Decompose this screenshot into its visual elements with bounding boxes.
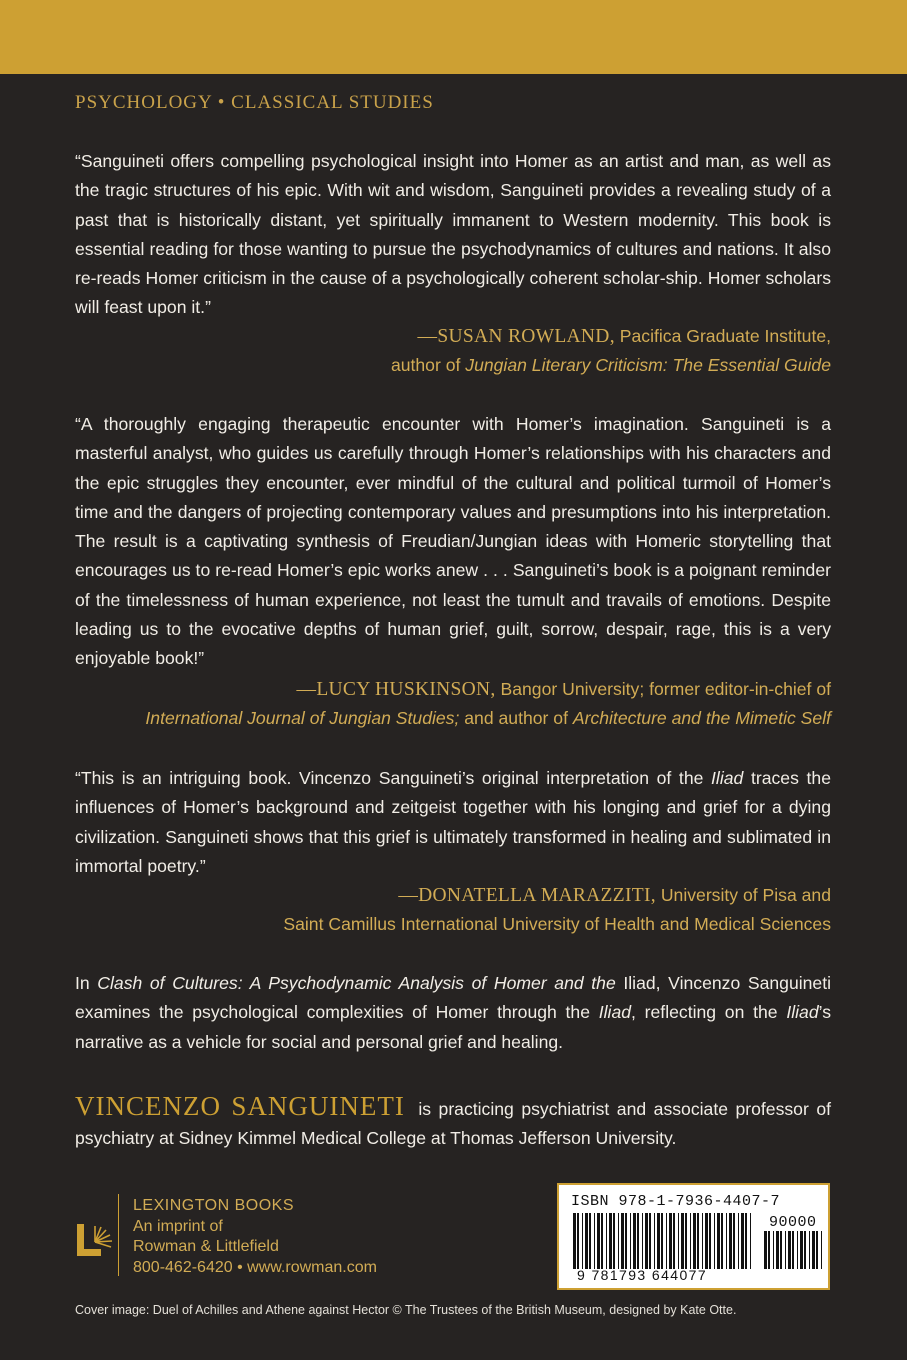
summary-text: , reflecting on the (631, 1002, 787, 1023)
barcode-bar (780, 1231, 782, 1269)
barcode-bar (666, 1213, 667, 1269)
barcode-bar (785, 1231, 786, 1269)
barcode-bar (661, 1213, 663, 1269)
barcode-bar (773, 1231, 774, 1269)
barcode-bar (816, 1231, 818, 1269)
reviewer-name: —DONATELLA MARAZZITI, (398, 885, 656, 906)
barcode-bar (705, 1213, 708, 1269)
barcode-bar (776, 1231, 779, 1269)
reviewer-affiliation-2: Saint Camillus International University of Health and Medical Sciences (283, 914, 831, 934)
iliad-title: Iliad (598, 1002, 632, 1023)
barcode-bar (625, 1213, 627, 1269)
summary-text: ’s narrative as a vehicle for social and personal grief and healing. (75, 1002, 831, 1052)
barcode-bar (630, 1213, 631, 1269)
barcode-bar (697, 1213, 699, 1269)
barcode-bar (809, 1231, 810, 1269)
barcode-bar (750, 1213, 751, 1269)
barcode-bar (669, 1213, 672, 1269)
review-attribution (75, 881, 831, 939)
barcode-bar (618, 1213, 619, 1269)
barcode-bar (589, 1213, 591, 1269)
ean-barcode-bars (573, 1213, 754, 1269)
barcode-bar (645, 1213, 648, 1269)
publisher-parent: Rowman & Littlefield (133, 1238, 279, 1255)
summary-text: , Vincenzo Sanguineti examines the psychological complexities of Homer through the (75, 973, 831, 1023)
author-name: VINCENZO SANGUINETI (75, 1091, 405, 1121)
publisher-name: LEXINGTON BOOKS (133, 1197, 295, 1214)
barcode-bar (642, 1213, 643, 1269)
barcode-bar (597, 1213, 600, 1269)
author-bio-text: is practicing psychiatrist and associate professor of psychiatry at Sidney Kimmel Medical College at Thomas Jefferson University. (75, 1099, 831, 1148)
reviewer-affiliation: Bangor University; former editor-in-chief of (495, 679, 831, 699)
barcode-bar (594, 1213, 595, 1269)
barcode-bar (821, 1231, 822, 1269)
barcode-bar (654, 1213, 655, 1269)
barcode-bar (792, 1231, 794, 1269)
review-quote (75, 764, 831, 881)
barcode-bar (585, 1213, 588, 1269)
barcode-bar (812, 1231, 815, 1269)
publisher-divider (118, 1194, 119, 1276)
reviewer-name: —SUSAN ROWLAND, (417, 326, 615, 347)
publisher-imprint-line: An imprint of (133, 1217, 223, 1235)
cover-credit: Cover image: Duel of Achilles and Athene against Hector © The Trustees of the British Museum, designed by Kate Otte. (75, 1303, 737, 1317)
barcode-bar (788, 1231, 791, 1269)
barcode-bar (649, 1213, 651, 1269)
barcode-bar (726, 1213, 727, 1269)
barcode-bar (709, 1213, 711, 1269)
barcode-bar (804, 1231, 806, 1269)
barcode-bar (729, 1213, 732, 1269)
barcode-bar (690, 1213, 691, 1269)
barcode-digits: 9 781793 644077 (577, 1267, 707, 1283)
publisher-block (75, 1196, 455, 1278)
reviewer-affiliation: Pacifica Graduate Institute, (614, 326, 831, 346)
review-quote: “A thoroughly engaging therapeutic encounter with Homer’s imagination. Sanguineti is a masterful analyst, who guides us carefully through Homer’s relationships with his characters and the epic struggles they encounter, ever mindful of the cultural and political turmoil of Homer’s time and the dangers of projecting contemporary values and presumptions into his interpretation. The result is a captivating synthesis of Freudian/Jungian ideas with Homeric storytelling that encourages us to re-read Homer’s epic works anew . . . Sanguineti’s book is a poignant reminder of the timelessness of human experience, not least the tumult and travails of emotions. Despite leading us to the evocative depths of human grief, guilt, sorrow, despair, rage, this is a very enjoyable book!” (75, 414, 831, 669)
barcode-bar (745, 1213, 747, 1269)
book-summary (75, 969, 831, 1057)
barcode-bar (606, 1213, 607, 1269)
review-attribution (75, 675, 831, 733)
barcode-bar (601, 1213, 603, 1269)
reviewer-book-title: Jungian Literary Criticism: The Essential Guide (465, 355, 831, 375)
barcode-bar (741, 1213, 744, 1269)
barcode-bar (678, 1213, 679, 1269)
reviewer-credit-prefix: author of (390, 355, 466, 375)
barcode-bar (685, 1213, 687, 1269)
top-gold-band (0, 0, 907, 74)
barcode-bar (721, 1213, 723, 1269)
price-barcode-bars (764, 1231, 822, 1269)
barcode-bar (577, 1213, 579, 1269)
author-bio (75, 1092, 831, 1153)
barcode-bar (633, 1213, 636, 1269)
summary-text: In (75, 973, 98, 993)
barcode-bar (681, 1213, 684, 1269)
barcode-bar (613, 1213, 615, 1269)
barcode-bar (621, 1213, 624, 1269)
barcode-bar (714, 1213, 715, 1269)
price-code: 90000 (769, 1214, 817, 1231)
barcode-bar (800, 1231, 803, 1269)
review-quote-text: traces the influences of Homer’s background and zeitgeist together with his longing and grief for a dying civilization. Sanguineti shows that this grief is ultimately transformed in healing and sublimated in immortal poetry.” (75, 768, 831, 876)
iliad-title: Iliad (786, 1002, 819, 1023)
review-quote: “Sanguineti offers compelling psychological insight into Homer as an artist and man, as well as the tragic structures of his epic. With wit and wisdom, Sanguineti provides a revealing study of a past that is historically distant, yet spiritually immanent to Western modernity. This book is essential reading for those wanting to pursue the psychodynamics of cultures and nations. It also re-reads Homer criticism in the cause of a psychologically coherent scholar-ship. Homer scholars will feast upon it.” (75, 151, 831, 318)
barcode-bar (717, 1213, 720, 1269)
barcode-bar (738, 1213, 739, 1269)
barcode-bar (733, 1213, 735, 1269)
barcode-bar (657, 1213, 660, 1269)
reviewer-credit-mid: and author of (459, 708, 573, 728)
barcode-bar (764, 1231, 767, 1269)
barcode-bar (673, 1213, 675, 1269)
reviewer-affiliation: University of Pisa and (655, 885, 831, 905)
barcode-bar (573, 1213, 576, 1269)
review-quote-text: “This is an intriguing book. Vincenzo Sanguineti’s original interpretation of the (75, 768, 712, 788)
publisher-contact: 800-462-6420 • www.rowman.com (133, 1258, 377, 1276)
lexington-books-logo-icon (75, 1220, 115, 1260)
iliad-title: Iliad (711, 768, 744, 788)
barcode-bar (797, 1231, 798, 1269)
review-attribution (75, 322, 831, 380)
isbn-barcode (557, 1183, 830, 1290)
reviewer-journal-title: International Journal of Jungian Studies; (145, 708, 460, 728)
publisher-info (133, 1196, 377, 1278)
isbn-label: ISBN 978-1-7936-4407-7 (571, 1193, 781, 1210)
reviewer-book-title: Architecture and the Mimetic Self (572, 708, 831, 728)
barcode-bar (609, 1213, 612, 1269)
barcode-bar (637, 1213, 639, 1269)
barcode-bar (693, 1213, 696, 1269)
reviewer-name: —LUCY HUSKINSON, (296, 679, 496, 700)
book-title-end: Iliad (615, 973, 656, 993)
barcode-bar (582, 1213, 583, 1269)
book-title: Clash of Cultures: A Psychodynamic Analysis of Homer and the (97, 973, 616, 993)
barcode-bar (702, 1213, 703, 1269)
category-label: PSYCHOLOGY • CLASSICAL STUDIES (75, 92, 434, 113)
barcode-bar (768, 1231, 770, 1269)
